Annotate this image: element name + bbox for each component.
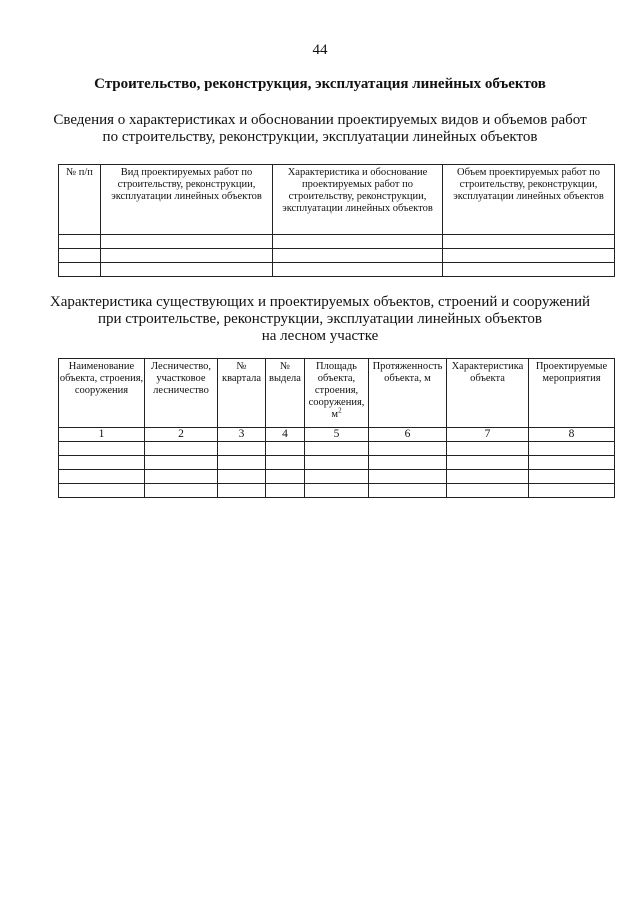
column-header-work-type: Вид проектируемых работ по строительству, реконструкции, эксплуатации линейных объектов xyxy=(101,165,273,235)
table-cell xyxy=(145,470,218,484)
column-header-length: Протяженность объекта, м xyxy=(369,359,447,428)
column-number-row xyxy=(59,428,615,442)
table-row xyxy=(59,263,615,277)
table-cell xyxy=(59,484,145,498)
column-number: 5 xyxy=(305,428,369,442)
column-header-allotment: № выдела xyxy=(266,359,305,428)
table-cell xyxy=(529,442,615,456)
table-cell xyxy=(266,484,305,498)
table-cell xyxy=(447,442,529,456)
column-header-forestry: Лесничество, участковое лесничество xyxy=(145,359,218,428)
table1-heading-line: по строительству, реконструкции, эксплуатации линейных объектов xyxy=(102,129,538,145)
table-cell xyxy=(266,470,305,484)
table-cell xyxy=(101,249,273,263)
column-header-object-name: Наименование объекта, строения, сооружения xyxy=(59,359,145,428)
table-cell xyxy=(305,470,369,484)
table-cell xyxy=(305,456,369,470)
table1-heading xyxy=(40,112,600,146)
table-cell xyxy=(529,470,615,484)
table-cell xyxy=(59,235,101,249)
table1-heading-line: Сведения о характеристиках и обосновании проектируемых видов и объемов работ xyxy=(53,112,587,128)
table-cell xyxy=(273,263,443,277)
table-cell xyxy=(266,456,305,470)
table-cell xyxy=(218,470,266,484)
table-cell xyxy=(369,456,447,470)
table-cell xyxy=(59,442,145,456)
table-cell xyxy=(145,484,218,498)
table-cell xyxy=(101,235,273,249)
column-header-characteristic: Характеристика и обоснование проектируемых работ по строительству, реконструкции, эксплуатации линейных объектов xyxy=(273,165,443,235)
table-row xyxy=(59,249,615,263)
column-number: 3 xyxy=(218,428,266,442)
table-cell xyxy=(218,456,266,470)
objects-table xyxy=(58,358,615,498)
table-cell xyxy=(529,456,615,470)
column-number: 2 xyxy=(145,428,218,442)
table-cell xyxy=(59,263,101,277)
table-cell xyxy=(447,456,529,470)
table-cell xyxy=(447,484,529,498)
table-cell xyxy=(59,456,145,470)
table-cell xyxy=(305,442,369,456)
table-cell xyxy=(273,235,443,249)
area-unit-superscript: 2 xyxy=(338,406,342,415)
table-cell xyxy=(369,442,447,456)
table-cell xyxy=(218,442,266,456)
table2-heading xyxy=(40,294,600,345)
column-number: 8 xyxy=(529,428,615,442)
table-cell xyxy=(529,484,615,498)
table-header-row xyxy=(59,359,615,428)
page-title: Строительство, реконструкция, эксплуатация линейных объектов xyxy=(94,76,546,92)
column-number: 1 xyxy=(59,428,145,442)
table-row xyxy=(59,470,615,484)
column-header-volume: Объем проектируемых работ по строительству, реконструкции, эксплуатации линейных объектов xyxy=(443,165,615,235)
table-cell xyxy=(447,470,529,484)
table-row xyxy=(59,442,615,456)
table-cell xyxy=(218,484,266,498)
table2-heading-line: на лесном участке xyxy=(261,328,379,344)
column-header-area-text: Площадь объекта, строения, сооружения, м xyxy=(308,361,365,420)
column-number: 6 xyxy=(369,428,447,442)
column-header-measures: Проектируемые мероприятия xyxy=(529,359,615,428)
page-number: 44 xyxy=(312,42,328,58)
table2-heading-line: при строительстве, реконструкции, эксплуатации линейных объектов xyxy=(97,311,543,327)
table-row xyxy=(59,456,615,470)
table-cell xyxy=(369,484,447,498)
table-cell xyxy=(443,263,615,277)
column-header-number: № п/п xyxy=(59,165,101,235)
table-row xyxy=(59,484,615,498)
works-table xyxy=(58,164,615,277)
table-cell xyxy=(101,263,273,277)
table-cell xyxy=(266,442,305,456)
table-cell xyxy=(443,235,615,249)
table-cell xyxy=(305,484,369,498)
column-header-area xyxy=(305,359,369,428)
column-number: 4 xyxy=(266,428,305,442)
column-number: 7 xyxy=(447,428,529,442)
table-cell xyxy=(59,249,101,263)
column-header-quarter: № квартала xyxy=(218,359,266,428)
table-cell xyxy=(273,249,443,263)
table-cell xyxy=(59,470,145,484)
table-header-row xyxy=(59,165,615,235)
column-header-characteristic: Характеристика объекта xyxy=(447,359,529,428)
table-row xyxy=(59,235,615,249)
table-cell xyxy=(145,442,218,456)
table2-heading-line: Характеристика существующих и проектируемых объектов, строений и сооружений xyxy=(49,294,591,310)
table-cell xyxy=(145,456,218,470)
table-cell xyxy=(443,249,615,263)
table-cell xyxy=(369,470,447,484)
